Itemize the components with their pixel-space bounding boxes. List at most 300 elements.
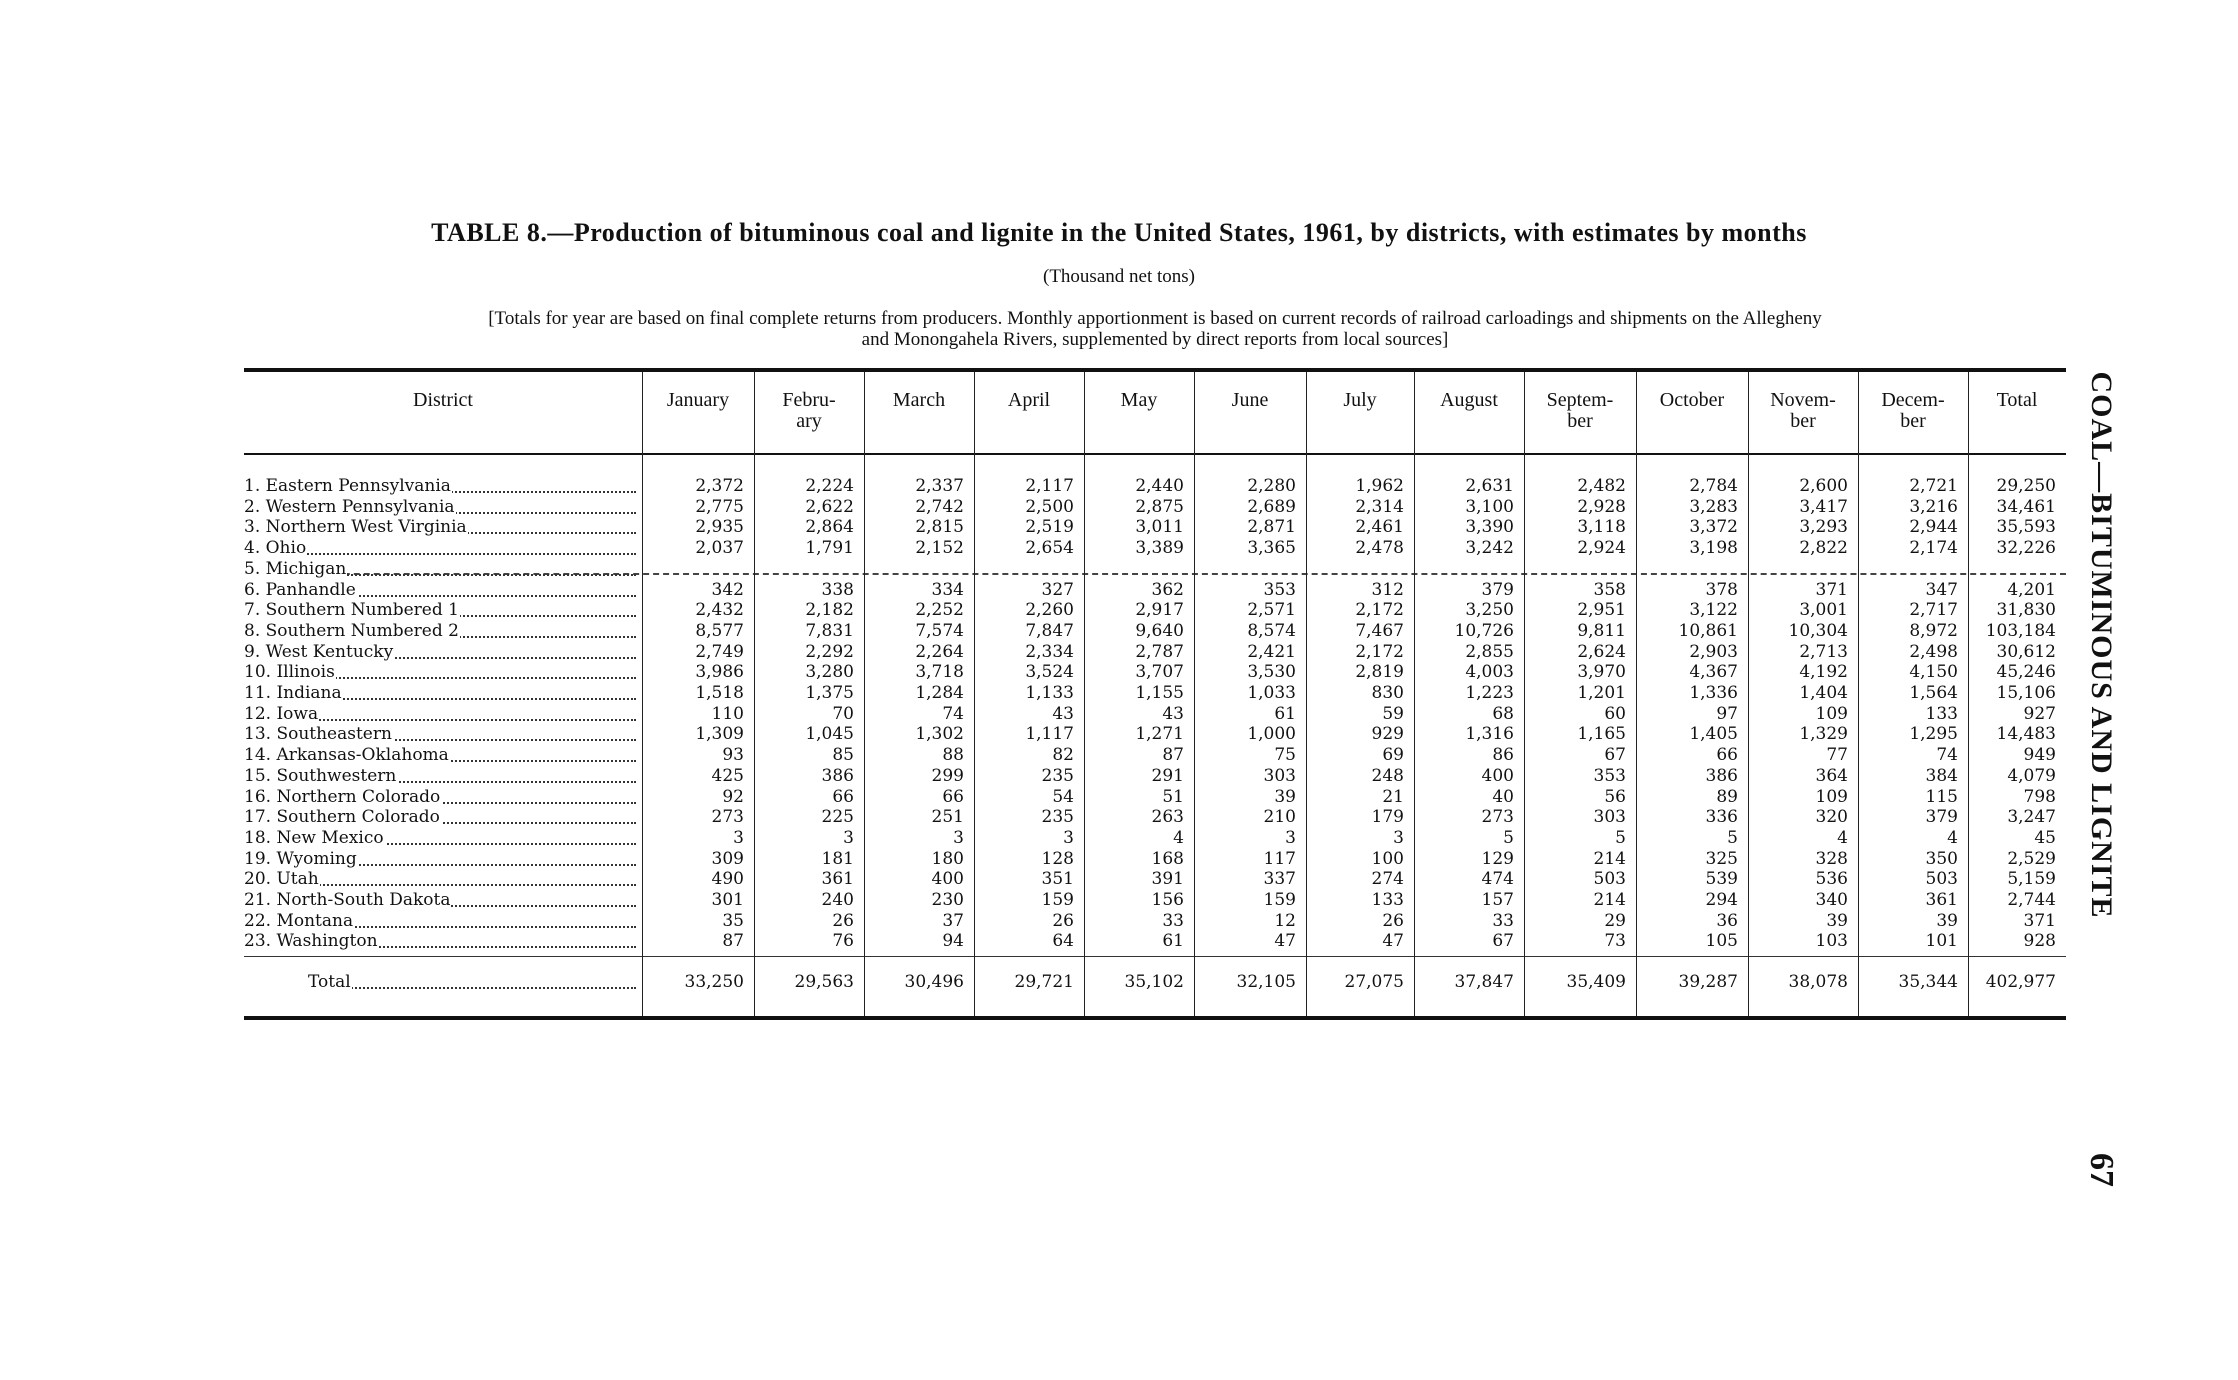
- value-cell: 371: [2023, 911, 2056, 931]
- value-cell: 949: [2023, 745, 2056, 765]
- district-name: 6. Panhandle: [244, 580, 356, 600]
- table-row: [244, 497, 2066, 518]
- value-cell: 76: [832, 931, 854, 951]
- value-cell: 2,461: [1355, 517, 1404, 537]
- table-note-line-1: [Totals for year are based on final complete returns from producers. Monthly apportionment is based on current records of railroad carloadings and shipments on the Allegheny: [488, 308, 1822, 329]
- value-cell: 29,250: [1996, 476, 2056, 496]
- value-cell: 1,045: [805, 724, 854, 744]
- table-row: [244, 683, 2066, 704]
- value-cell: 2,717: [1909, 600, 1958, 620]
- value-cell: 3,718: [915, 662, 964, 682]
- table-row: [244, 538, 2066, 559]
- value-cell: 86: [1492, 745, 1514, 765]
- value-cell: 66: [942, 787, 964, 807]
- value-cell: 235: [1041, 807, 1074, 827]
- value-cell: 54: [1052, 787, 1074, 807]
- value-cell: 93: [722, 745, 744, 765]
- value-cell: 101: [1925, 931, 1958, 951]
- value-cell: 303: [1593, 807, 1626, 827]
- district-name: 5. Michigan: [244, 559, 347, 579]
- value-cell: 2,482: [1577, 476, 1626, 496]
- value-cell: 230: [931, 890, 964, 910]
- table-row: [244, 931, 2066, 952]
- district-cell: [244, 476, 636, 497]
- value-cell: [1748, 559, 1848, 580]
- value-cell: 2,519: [1025, 517, 1074, 537]
- value-cell: 2,749: [695, 642, 744, 662]
- value-cell: 77: [1826, 745, 1848, 765]
- value-cell: 4: [1173, 828, 1184, 848]
- header-rule: [244, 453, 2066, 455]
- column-header: June: [1231, 389, 1269, 411]
- value-cell: 8,574: [1247, 621, 1296, 641]
- district-name: 18. New Mexico: [244, 828, 384, 848]
- value-cell: 4,201: [2007, 580, 2056, 600]
- value-cell: 39,287: [1678, 972, 1738, 992]
- value-cell: 5: [1615, 828, 1626, 848]
- value-cell: 2,037: [695, 538, 744, 558]
- value-cell: 490: [711, 869, 744, 889]
- value-cell: 37: [942, 911, 964, 931]
- district-cell: [244, 869, 636, 890]
- district-cell: [244, 538, 636, 559]
- value-cell: 109: [1815, 704, 1848, 724]
- value-cell: 2,600: [1799, 476, 1848, 496]
- district-name: 11. Indiana: [244, 683, 342, 703]
- value-cell: 156: [1151, 890, 1184, 910]
- value-cell: 347: [1925, 580, 1958, 600]
- column-header: Septem- ber: [1546, 389, 1614, 432]
- value-cell: 294: [1705, 890, 1738, 910]
- value-cell: 39: [1936, 911, 1958, 931]
- value-cell: 2,935: [695, 517, 744, 537]
- value-cell: 2,622: [805, 497, 854, 517]
- value-cell: 33,250: [684, 972, 744, 992]
- value-cell: 43: [1162, 704, 1184, 724]
- value-cell: 2,864: [805, 517, 854, 537]
- value-cell: 103: [1815, 931, 1848, 951]
- value-cell: 94: [942, 931, 964, 951]
- value-cell: 2,721: [1909, 476, 1958, 496]
- district-cell: [244, 580, 636, 601]
- value-cell: 2,924: [1577, 538, 1626, 558]
- value-cell: 4,367: [1689, 662, 1738, 682]
- value-cell: 402,977: [1985, 972, 2056, 992]
- value-cell: 3,011: [1135, 517, 1184, 537]
- district-name: 2. Western Pennsylvania: [244, 497, 455, 517]
- value-cell: 2,928: [1577, 497, 1626, 517]
- table-bottom-rule: [244, 1016, 2066, 1020]
- value-cell: 115: [1925, 787, 1958, 807]
- value-cell: 312: [1371, 580, 1404, 600]
- value-cell: 56: [1604, 787, 1626, 807]
- value-cell: 1,155: [1135, 683, 1184, 703]
- district-cell: [244, 559, 636, 580]
- page-number: [2076, 1140, 2126, 1200]
- value-cell: 3,100: [1465, 497, 1514, 517]
- value-cell: 1,564: [1909, 683, 1958, 703]
- value-cell: 2,252: [915, 600, 964, 620]
- value-cell: 35,344: [1898, 972, 1958, 992]
- table-row: [244, 476, 2066, 497]
- value-cell: 303: [1263, 766, 1296, 786]
- value-cell: 1,404: [1799, 683, 1848, 703]
- value-cell: 2,432: [695, 600, 744, 620]
- value-cell: 2,787: [1135, 642, 1184, 662]
- value-cell: 361: [821, 869, 854, 889]
- value-cell: 61: [1274, 704, 1296, 724]
- value-cell: 3,524: [1025, 662, 1074, 682]
- value-cell: 2,624: [1577, 642, 1626, 662]
- value-cell: 2,775: [695, 497, 744, 517]
- value-cell: 3,293: [1799, 517, 1848, 537]
- district-name: Total: [308, 972, 351, 992]
- value-cell: 2,744: [2007, 890, 2056, 910]
- value-cell: 3,216: [1909, 497, 1958, 517]
- value-cell: 1,271: [1135, 724, 1184, 744]
- district-cell: [244, 642, 636, 663]
- table-row: [244, 911, 2066, 932]
- value-cell: 2,571: [1247, 600, 1296, 620]
- value-cell: 3,242: [1465, 538, 1514, 558]
- value-cell: [1414, 559, 1514, 580]
- value-cell: 2,292: [805, 642, 854, 662]
- value-cell: 40: [1492, 787, 1514, 807]
- value-cell: 1,329: [1799, 724, 1848, 744]
- value-cell: 371: [1815, 580, 1848, 600]
- value-cell: 1,000: [1247, 724, 1296, 744]
- value-cell: 210: [1263, 807, 1296, 827]
- district-cell: [244, 724, 636, 745]
- value-cell: 159: [1263, 890, 1296, 910]
- district-name: 8. Southern Numbered 2: [244, 621, 459, 641]
- value-cell: 3,198: [1689, 538, 1738, 558]
- district-name: 1. Eastern Pennsylvania: [244, 476, 451, 496]
- district-cell: [244, 807, 636, 828]
- value-cell: 3: [1063, 828, 1074, 848]
- value-cell: 1,309: [695, 724, 744, 744]
- value-cell: 3,707: [1135, 662, 1184, 682]
- value-cell: 73: [1604, 931, 1626, 951]
- value-cell: 36: [1716, 911, 1738, 931]
- value-cell: 70: [832, 704, 854, 724]
- value-cell: 7,847: [1025, 621, 1074, 641]
- value-cell: 9,811: [1577, 621, 1626, 641]
- value-cell: 2,372: [695, 476, 744, 496]
- value-cell: 334: [931, 580, 964, 600]
- running-head-text: COAL—BITUMINOUS AND LIGNITE: [2085, 371, 2118, 919]
- value-cell: 2,172: [1355, 642, 1404, 662]
- table-row: [244, 724, 2066, 745]
- table-top-rule: [244, 368, 2066, 372]
- value-cell: 2,871: [1247, 517, 1296, 537]
- value-cell: 87: [1162, 745, 1184, 765]
- district-name: 12. Iowa: [244, 704, 319, 724]
- value-cell: 4: [1947, 828, 1958, 848]
- value-cell: 1,284: [915, 683, 964, 703]
- value-cell: 364: [1815, 766, 1848, 786]
- page-number-text: 67: [2083, 1153, 2120, 1187]
- value-cell: 129: [1481, 849, 1514, 869]
- value-cell: 2,819: [1355, 662, 1404, 682]
- value-cell: 1,791: [805, 538, 854, 558]
- value-cell: 3,247: [2007, 807, 2056, 827]
- value-cell: 1,033: [1247, 683, 1296, 703]
- value-cell: 3: [1393, 828, 1404, 848]
- value-cell: 342: [711, 580, 744, 600]
- column-header: Decem- ber: [1881, 389, 1945, 432]
- value-cell: 2,875: [1135, 497, 1184, 517]
- value-cell: 336: [1705, 807, 1738, 827]
- district-name: 23. Washington: [244, 931, 378, 951]
- value-cell: 325: [1705, 849, 1738, 869]
- value-cell: 3,122: [1689, 600, 1738, 620]
- value-cell: [1636, 559, 1738, 580]
- value-cell: 291: [1151, 766, 1184, 786]
- value-cell: 15,106: [1996, 683, 2056, 703]
- value-cell: 3,530: [1247, 662, 1296, 682]
- value-cell: 3,390: [1465, 517, 1514, 537]
- value-cell: 214: [1593, 849, 1626, 869]
- value-cell: 2,822: [1799, 538, 1848, 558]
- value-cell: 1,201: [1577, 683, 1626, 703]
- table-row: [244, 642, 2066, 663]
- district-name: 22. Montana: [244, 911, 354, 931]
- value-cell: 386: [821, 766, 854, 786]
- value-cell: 379: [1481, 580, 1514, 600]
- value-cell: 4,003: [1465, 662, 1514, 682]
- value-cell: 536: [1815, 869, 1848, 889]
- value-cell: 47: [1274, 931, 1296, 951]
- value-cell: 3,250: [1465, 600, 1514, 620]
- value-cell: 38,078: [1788, 972, 1848, 992]
- value-cell: 7,574: [915, 621, 964, 641]
- value-cell: 1,336: [1689, 683, 1738, 703]
- value-cell: 3,389: [1135, 538, 1184, 558]
- value-cell: 157: [1481, 890, 1514, 910]
- district-cell: [244, 683, 636, 704]
- table-row: [244, 580, 2066, 601]
- value-cell: 27,075: [1344, 972, 1404, 992]
- value-cell: 1,295: [1909, 724, 1958, 744]
- column-header: April: [1007, 389, 1051, 411]
- value-cell: 309: [711, 849, 744, 869]
- district-cell: [244, 828, 636, 849]
- value-cell: 2,784: [1689, 476, 1738, 496]
- value-cell: 2,117: [1025, 476, 1074, 496]
- value-cell: 89: [1716, 787, 1738, 807]
- value-cell: 263: [1151, 807, 1184, 827]
- value-cell: 425: [711, 766, 744, 786]
- table-row: [244, 890, 2066, 911]
- value-cell: 32,105: [1236, 972, 1296, 992]
- value-cell: 5,159: [2007, 869, 2056, 889]
- value-cell: 103,184: [1985, 621, 2056, 641]
- district-cell: [244, 911, 636, 932]
- value-cell: 10,726: [1454, 621, 1514, 641]
- value-cell: 1,302: [915, 724, 964, 744]
- value-cell: 61: [1162, 931, 1184, 951]
- value-cell: 798: [2023, 787, 2056, 807]
- value-cell: 235: [1041, 766, 1074, 786]
- value-cell: 4,079: [2007, 766, 2056, 786]
- value-cell: 74: [1936, 745, 1958, 765]
- value-cell: [1968, 559, 2056, 580]
- value-cell: 299: [931, 766, 964, 786]
- district-name: 4. Ohio: [244, 538, 307, 558]
- value-cell: 3: [733, 828, 744, 848]
- value-cell: 12: [1274, 911, 1296, 931]
- value-cell: 180: [931, 849, 964, 869]
- value-cell: 1,133: [1025, 683, 1074, 703]
- table-row: [244, 869, 2066, 890]
- value-cell: 85: [832, 745, 854, 765]
- value-cell: 3,372: [1689, 517, 1738, 537]
- value-cell: 64: [1052, 931, 1074, 951]
- district-cell: [244, 497, 636, 518]
- value-cell: 2,182: [805, 600, 854, 620]
- value-cell: 2,855: [1465, 642, 1514, 662]
- table-note: [240, 308, 2070, 350]
- value-cell: 2,815: [915, 517, 964, 537]
- district-name: 7. Southern Numbered 1: [244, 600, 459, 620]
- value-cell: 59: [1382, 704, 1404, 724]
- value-cell: 1,405: [1689, 724, 1738, 744]
- value-cell: 274: [1371, 869, 1404, 889]
- table-unit: (Thousand net tons): [1043, 266, 1195, 287]
- value-cell: 251: [931, 807, 964, 827]
- value-cell: 9,640: [1135, 621, 1184, 641]
- value-cell: 45: [2034, 828, 2056, 848]
- value-cell: 2,689: [1247, 497, 1296, 517]
- value-cell: 386: [1705, 766, 1738, 786]
- value-cell: 29: [1604, 911, 1626, 931]
- district-cell: [244, 890, 636, 911]
- value-cell: 248: [1371, 766, 1404, 786]
- value-cell: 273: [1481, 807, 1514, 827]
- value-cell: 66: [1716, 745, 1738, 765]
- value-cell: 2,500: [1025, 497, 1074, 517]
- district-cell: [244, 662, 636, 683]
- district-cell: [244, 849, 636, 870]
- value-cell: 67: [1604, 745, 1626, 765]
- value-cell: 1,962: [1355, 476, 1404, 496]
- value-cell: 1,117: [1025, 724, 1074, 744]
- value-cell: 353: [1263, 580, 1296, 600]
- value-cell: 66: [832, 787, 854, 807]
- leader-dots: [308, 987, 636, 989]
- value-cell: 328: [1815, 849, 1848, 869]
- value-cell: 2,917: [1135, 600, 1184, 620]
- value-cell: 4,150: [1909, 662, 1958, 682]
- value-cell: 4,192: [1799, 662, 1848, 682]
- value-cell: 2,951: [1577, 600, 1626, 620]
- value-cell: 379: [1925, 807, 1958, 827]
- value-cell: 361: [1925, 890, 1958, 910]
- district-cell: [244, 766, 636, 787]
- value-cell: 350: [1925, 849, 1958, 869]
- district-name: 21. North-South Dakota: [244, 890, 451, 910]
- value-cell: [1306, 559, 1404, 580]
- column-header: District: [413, 389, 473, 411]
- value-cell: 2,498: [1909, 642, 1958, 662]
- value-cell: 2,264: [915, 642, 964, 662]
- district-name: 14. Arkansas-Oklahoma: [244, 745, 449, 765]
- table-title: TABLE 8.—Production of bituminous coal and lignite in the United States, 1961, by districts, with estimates by months: [431, 218, 1807, 247]
- district-name: 9. West Kentucky: [244, 642, 394, 662]
- district-name: 19. Wyoming: [244, 849, 357, 869]
- value-cell: 320: [1815, 807, 1848, 827]
- column-header: August: [1440, 389, 1498, 411]
- value-cell: 87: [722, 931, 744, 951]
- value-cell: 34,461: [1996, 497, 2056, 517]
- value-cell: 39: [1826, 911, 1848, 931]
- column-header: January: [666, 389, 730, 411]
- value-cell: 358: [1593, 580, 1626, 600]
- table-row: [244, 807, 2066, 828]
- value-cell: 225: [821, 807, 854, 827]
- value-cell: 117: [1263, 849, 1296, 869]
- value-cell: [754, 559, 854, 580]
- table-row: [244, 704, 2066, 725]
- value-cell: 7,831: [805, 621, 854, 641]
- value-cell: 2,260: [1025, 600, 1074, 620]
- table-row: [244, 745, 2066, 766]
- district-cell: [244, 931, 636, 952]
- value-cell: 3: [843, 828, 854, 848]
- value-cell: 31,830: [1996, 600, 2056, 620]
- value-cell: 74: [942, 704, 964, 724]
- value-cell: 88: [942, 745, 964, 765]
- value-cell: 400: [931, 869, 964, 889]
- value-cell: 8,972: [1909, 621, 1958, 641]
- value-cell: 2,529: [2007, 849, 2056, 869]
- value-cell: 14,483: [1996, 724, 2056, 744]
- column-header: October: [1659, 389, 1725, 411]
- value-cell: 1,165: [1577, 724, 1626, 744]
- value-cell: [642, 559, 744, 580]
- value-cell: 2,478: [1355, 538, 1404, 558]
- value-cell: 26: [1382, 911, 1404, 931]
- value-cell: 109: [1815, 787, 1848, 807]
- value-cell: [1194, 559, 1296, 580]
- value-cell: 3,001: [1799, 600, 1848, 620]
- value-cell: 26: [1052, 911, 1074, 931]
- value-cell: 10,304: [1788, 621, 1848, 641]
- value-cell: 69: [1382, 745, 1404, 765]
- column-header: July: [1343, 389, 1377, 411]
- value-cell: 39: [1274, 787, 1296, 807]
- value-cell: 3,365: [1247, 538, 1296, 558]
- value-cell: 8,577: [695, 621, 744, 641]
- value-cell: [974, 559, 1074, 580]
- value-cell: 110: [711, 704, 744, 724]
- value-cell: 30,496: [904, 972, 964, 992]
- value-cell: 337: [1263, 869, 1296, 889]
- value-cell: 338: [821, 580, 854, 600]
- district-name: 20. Utah: [244, 869, 319, 889]
- column-header: Total: [1996, 389, 2038, 411]
- value-cell: 2,713: [1799, 642, 1848, 662]
- value-cell: 92: [722, 787, 744, 807]
- column-header: Novem- ber: [1770, 389, 1836, 432]
- value-cell: 327: [1041, 580, 1074, 600]
- district-name: 17. Southern Colorado: [244, 807, 440, 827]
- value-cell: 929: [1371, 724, 1404, 744]
- table-row: [244, 517, 2066, 538]
- value-cell: 2,421: [1247, 642, 1296, 662]
- value-cell: 133: [1925, 704, 1958, 724]
